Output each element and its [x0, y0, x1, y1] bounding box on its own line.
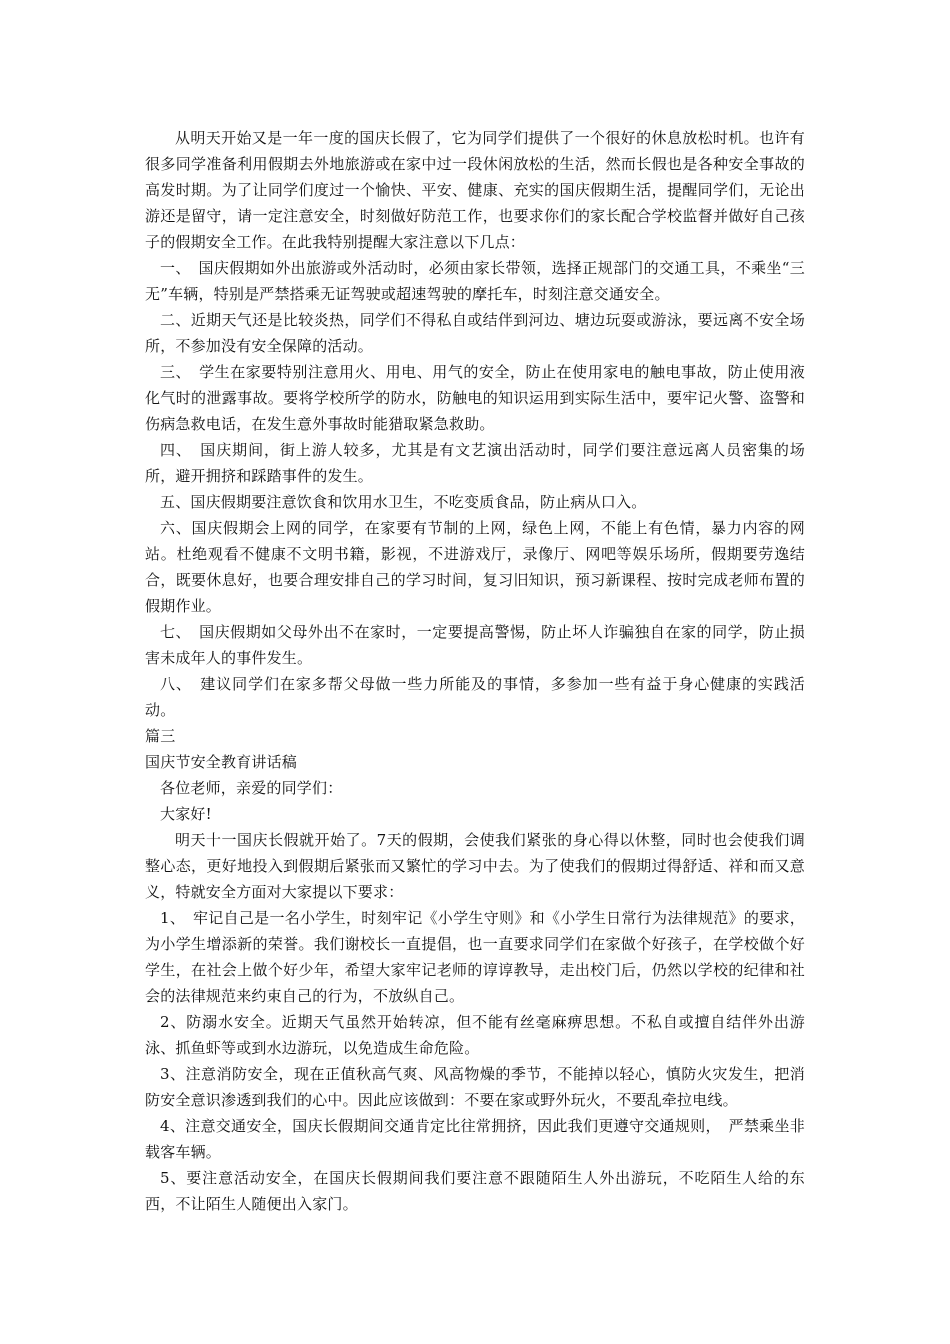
part1-intro-paragraph: 从明天开始又是一年一度的国庆长假了，它为同学们提供了一个很好的休息放松时机。也许有很多同学准备利用假期去外地旅游或在家中过一段休闲放松的生活，然而长假也是各种安全事故的高发时期。为了让同学们度过一个愉快、平安、健康、充实的国庆假期生活，提醒同学们，无论出游还是留守，请一定注意安全，时刻做好防范工作，也要求你们的家长配合学校监督并做好自己孩子的假期安全工作。在此我特别提醒大家注意以下几点： [145, 129, 805, 251]
part1-item-6: 六、国庆假期会上网的同学，在家要有节制的上网，绿色上网，不能上有色情，暴力内容的网站。杜绝观看不健康不文明书籍，影视，不进游戏厅，录像厅、网吧等娱乐场所，假期要劳逸结合，既要休息好，也要合理安排自己的学习时间，复习旧知识，预习新课程、按时完成老师布置的假期作业。 [145, 519, 805, 615]
speech-title: 国庆节安全教育讲话稿 [145, 753, 298, 771]
part3-item-5: 5、要注意活动安全，在国庆长假期间我们要注意不跟随陌生人外出游玩，不吃陌生人给的东西，不让陌生人随便出入家门。 [145, 1169, 805, 1213]
part1-item-7: 七、 国庆假期如父母外出不在家时，一定要提高警惕，防止坏人诈骗独自在家的同学，防止损害未成年人的事件发生。 [145, 623, 805, 667]
salutation: 各位老师，亲爱的同学们： [160, 779, 343, 797]
greeting: 大家好! [160, 805, 212, 823]
part3-intro-paragraph: 明天十一国庆长假就开始了。7天的假期，会使我们紧张的身心得以休整，同时也会使我们调整心态，更好地投入到假期后紧张而又繁忙的学习中去。为了使我们的假期过得舒适、祥和而又意义，特就安全方面对大家提以下要求： [145, 831, 805, 901]
part1-item-4: 四、 国庆期间，街上游人较多，尤其是有文艺演出活动时，同学们要注意远离人员密集的场所，避开拥挤和踩踏事件的发生。 [145, 441, 805, 485]
part3-item-2: 2、防溺水安全。近期天气虽然开始转凉，但不能有丝毫麻痹思想。不私自或擅自结伴外出游泳、抓鱼虾等或到水边游玩，以免造成生命危险。 [145, 1013, 805, 1057]
part1-item-5: 五、国庆假期要注意饮食和饮用水卫生，不吃变质食品，防止病从口入。 [160, 493, 647, 511]
part1-item-8: 八、 建议同学们在家多帮父母做一些力所能及的事情，多参加一些有益于身心健康的实践活动。 [145, 675, 805, 719]
part3-item-1: 1、 牢记自己是一名小学生，时刻牢记《小学生守则》和《小学生日常行为法律规范》的要求，为小学生增添新的荣誉。我们谢校长一直提倡，也一直要求同学们在家做个好孩子，在学校做个好学生，在社会上做个好少年，希望大家牢记老师的谆谆教导，走出校门后，仍然以学校的纪律和社会的法律规范来约束自己的行为，不放纵自己。 [145, 909, 805, 1005]
document-body [145, 125, 805, 1217]
part1-item-2: 二、近期天气还是比较炎热，同学们不得私自或结伴到河边、塘边玩耍或游泳，要远离不安全场所，不参加没有安全保障的活动。 [145, 311, 805, 355]
part1-item-1: 一、 国庆假期如外出旅游或外活动时，必须由家长带领，选择正规部门的交通工具，不乘坐“三无”车辆，特别是严禁搭乘无证驾驶或超速驾驶的摩托车，时刻注意交通安全。 [145, 259, 805, 303]
section-label: 篇三 [145, 727, 176, 745]
part3-item-4: 4、注意交通安全，国庆长假期间交通肯定比往常拥挤，因此我们更遵守交通规则， 严禁乘坐非载客车辆。 [145, 1117, 805, 1161]
part1-item-3: 三、 学生在家要特别注意用火、用电、用气的安全，防止在使用家电的触电事故，防止使用液化气时的泄露事故。要将学校所学的防水，防触电的知识运用到实际生活中，要牢记火警、盗警和伤病急救电话，在发生意外事故时能猎取紧急救助。 [145, 363, 805, 433]
part3-item-3: 3、注意消防安全，现在正值秋高气爽、风高物燥的季节，不能掉以轻心，慎防火灾发生，把消防安全意识渗透到我们的心中。因此应该做到：不要在家或野外玩火，不要乱牵拉电线。 [145, 1065, 805, 1109]
